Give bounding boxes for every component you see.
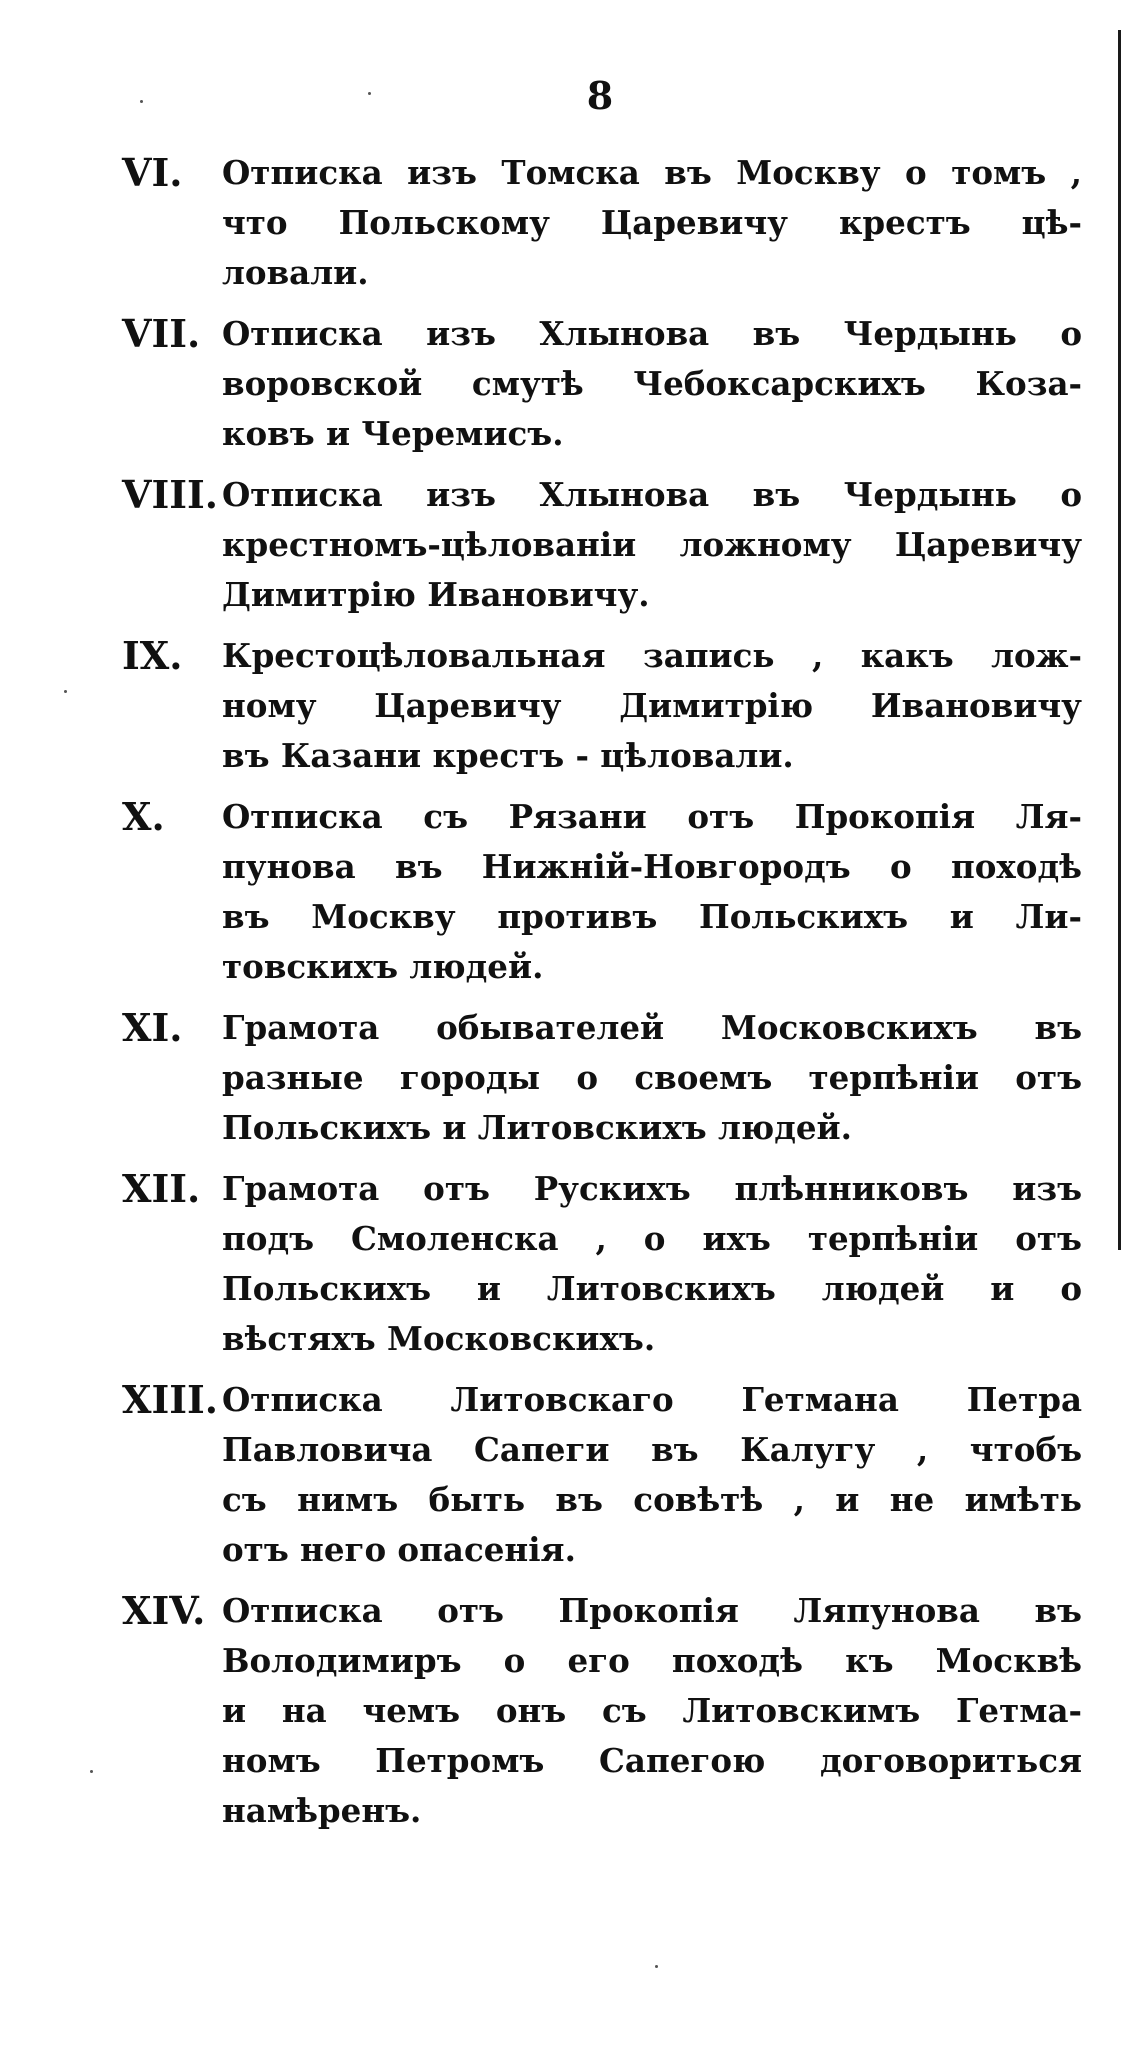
paper-speck [368,92,371,95]
entry-text-line: Отписка отъ Прокопія Ляпунова въ [222,1591,1082,1630]
entry-text-line: ловали. [222,253,369,292]
toc-entry [0,309,1140,459]
entry-numeral: X. [122,794,165,839]
toc-entry [0,148,1140,298]
entry-text-line: Польскихъ и Литовскихъ людей. [222,1108,852,1147]
entry-text-line: крестномъ-цѣлованіи ложному Царевичу [222,525,1082,564]
entry-text-line: разные городы о своемъ терпѣніи отъ [222,1058,1082,1097]
entry-numeral: VII. [122,311,201,356]
entry-numeral: IX. [122,633,183,678]
entry-text-line: Польскихъ и Литовскихъ людей и о [222,1269,1082,1308]
entry-text-line: ному Царевичу Димитрію Ивановичу [222,686,1082,725]
entry-text-line: воровской смутѣ Чебоксарскихъ Коза- [222,364,1082,403]
entry-numeral: VI. [122,150,183,195]
entry-text-line: отъ него опасенія. [222,1530,576,1569]
entry-numeral: XII. [122,1166,201,1211]
entry-text-line: Володимиръ о его походѣ къ Москвѣ [222,1641,1082,1680]
entry-text-line: Павловича Сапеги въ Калугу , чтобъ [222,1430,1082,1469]
entry-numeral: XI. [122,1005,183,1050]
entry-text-line: пунова въ Нижній-Новгородъ о походѣ [222,847,1082,886]
entry-text-line: Отписка изъ Хлынова въ Чердынь о [222,475,1082,514]
entry-text-line: подъ Смоленска , о ихъ терпѣніи отъ [222,1219,1082,1258]
entry-numeral: XIII. [122,1377,219,1422]
entry-numeral: VIII. [122,472,219,517]
entry-text-line: Грамота отъ Рускихъ плѣнниковъ изъ [222,1169,1082,1208]
entry-text-line: вѣстяхъ Московскихъ. [222,1319,656,1358]
entry-text-line: въ Казани крестъ - цѣловали. [222,736,794,775]
entry-text-line: что Польскому Царевичу крестъ цѣ- [222,203,1082,242]
toc-entry [0,1003,1140,1153]
toc-entry [0,1375,1140,1575]
entry-text-line: ковъ и Черемисъ. [222,414,564,453]
entry-text-line: номъ Петромъ Сапегою договориться [222,1741,1082,1780]
toc-entry [0,1164,1140,1364]
entry-text-line: съ нимъ быть въ совѣтѣ , и не имѣть [222,1480,1082,1519]
page-number: 8 [586,73,614,118]
entry-text-line: Отписка изъ Томска въ Москву о томъ , [222,153,1082,192]
toc-entry [0,1586,1140,1836]
entry-text-line: Грамота обывателей Московскихъ въ [222,1008,1082,1047]
paper-speck [140,100,143,103]
entry-text-line: намѣренъ. [222,1791,422,1830]
paper-speck [655,1965,658,1968]
toc-entry [0,631,1140,781]
entry-text-line: Отписка съ Рязани отъ Прокопія Ля- [222,797,1082,836]
entry-text-line: Димитрію Ивановичу. [222,575,650,614]
entry-text-line: Отписка Литовскаго Гетмана Петра [222,1380,1082,1419]
entry-numeral: XIV. [122,1588,206,1633]
entry-text-line: Крестоцѣловальная запись , какъ лож- [222,636,1082,675]
entry-text-line: въ Москву противъ Польскихъ и Ли- [222,897,1082,936]
toc-entry [0,470,1140,620]
table-of-contents [0,148,1140,1847]
entry-text-line: товскихъ людей. [222,947,544,986]
toc-entry [0,792,1140,992]
entry-text-line: и на чемъ онъ съ Литовскимъ Гетма- [222,1691,1082,1730]
entry-text-line: Отписка изъ Хлынова въ Чердынь о [222,314,1082,353]
